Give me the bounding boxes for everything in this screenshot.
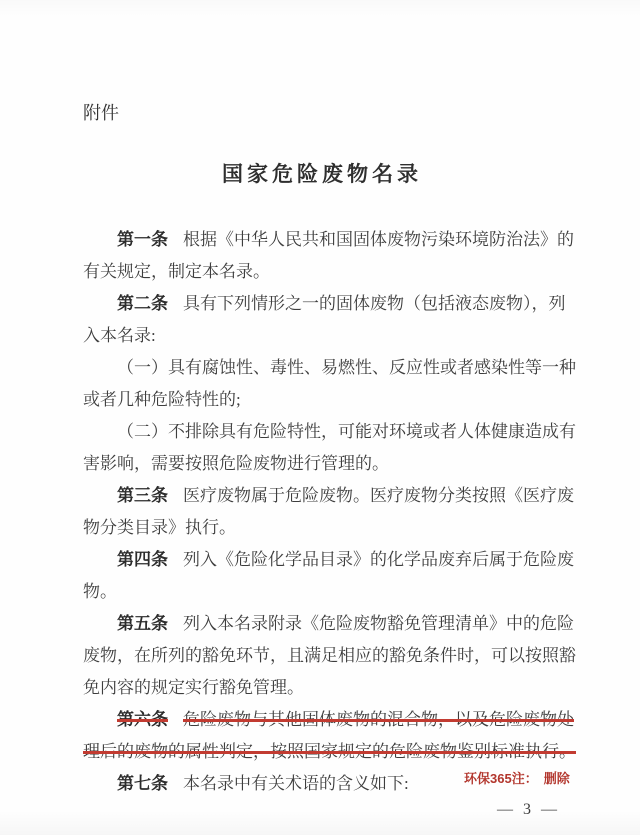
line-text: 免内容的规定实行豁免管理。 — [83, 678, 304, 697]
body-line — [83, 416, 593, 448]
annotation-action: 删除 — [543, 771, 570, 786]
document-title: 国家危险废物名录 — [222, 162, 422, 186]
article-label: 第五条 — [117, 614, 168, 633]
line-text: 医疗废物属于危险废物。医疗废物分类按照《医疗废 — [183, 486, 574, 505]
line-text: 废物，在所列的豁免环节，且满足相应的豁免条件时，可以按照豁 — [83, 646, 576, 665]
body-line — [83, 224, 593, 256]
body-line — [83, 512, 593, 544]
reviewer-annotation — [464, 768, 570, 787]
attachment-label: 附件 — [83, 103, 119, 123]
body-line-struck — [83, 704, 593, 736]
line-text: 物分类目录》执行。 — [83, 518, 236, 537]
article-label: 第一条 — [117, 230, 168, 249]
article-label: 第四条 — [117, 550, 168, 569]
body-line-struck — [83, 736, 593, 768]
body-line — [83, 544, 593, 576]
line-text: 物。 — [83, 582, 117, 601]
article-label: 第三条 — [117, 486, 168, 505]
body-line — [83, 384, 593, 416]
body-line — [83, 608, 593, 640]
line-text: 列入本名录附录《危险废物豁免管理清单》中的危险 — [183, 614, 574, 633]
body-line — [83, 576, 593, 608]
article-label: 第二条 — [117, 294, 168, 313]
line-text: 本名录中有关术语的含义如下: — [183, 774, 409, 793]
line-text: （二）不排除具有危险特性，可能对环境或者人体健康造成有 — [117, 422, 576, 441]
line-text: 危险废物与其他固体废物的混合物，以及危险废物处 — [183, 710, 574, 729]
body-line — [83, 480, 593, 512]
annotation-prefix: 环保365注： — [464, 771, 538, 786]
line-text: 入本名录: — [83, 326, 156, 345]
line-text: 理后的废物的属性判定，按照国家规定的危险废物鉴别标准执行。 — [83, 742, 576, 761]
body-line — [83, 256, 593, 288]
line-text: 害影响，需要按照危险废物进行管理的。 — [83, 454, 389, 473]
line-text: 或者几种危险特性的; — [83, 390, 241, 409]
line-text: 列入《危险化学品目录》的化学品废弃后属于危险废 — [183, 550, 574, 569]
body-line — [83, 672, 593, 704]
line-text: 有关规定，制定本名录。 — [83, 262, 270, 281]
article-label: 第六条 — [117, 710, 168, 729]
line-text: 根据《中华人民共和国固体废物污染环境防治法》的 — [183, 230, 574, 249]
body-line — [83, 320, 593, 352]
line-text: 具有下列情形之一的固体废物（包括液态废物），列 — [183, 294, 566, 313]
body-line — [83, 448, 593, 480]
article-label: 第七条 — [117, 774, 168, 793]
line-text: （一）具有腐蚀性、毒性、易燃性、反应性或者感染性等一种 — [117, 358, 576, 377]
body-line — [83, 288, 593, 320]
page-number: — 3 — — [497, 801, 560, 818]
document-body — [83, 224, 593, 800]
body-line — [83, 352, 593, 384]
body-line — [83, 640, 593, 672]
